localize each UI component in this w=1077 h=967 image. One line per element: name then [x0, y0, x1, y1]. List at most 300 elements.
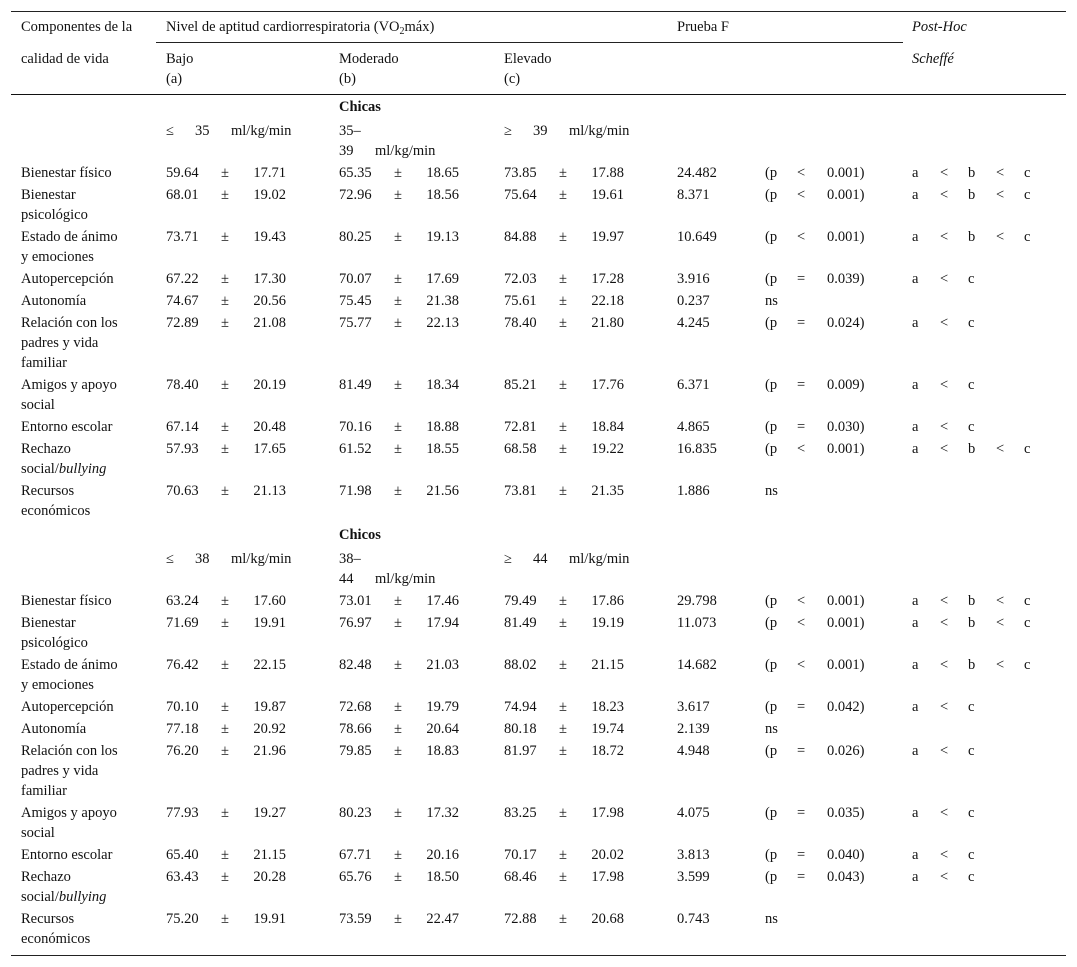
cell-posthoc: < — [996, 593, 1005, 609]
cell-sd-a: 21.96 — [253, 743, 286, 759]
cell-p-value: 0.024) — [827, 315, 865, 331]
cell-pm-b: ± — [394, 657, 402, 673]
header-level-high-code: (c) — [504, 71, 521, 87]
header-fitness-level: Nivel de aptitud cardiorrespiratoria $(VO_2máx)$ — [166, 19, 435, 37]
cell-pm-c: ± — [559, 377, 567, 393]
cell-p-value: 0.001) — [827, 593, 865, 609]
cell-posthoc: c — [968, 699, 975, 715]
row-label: Relación con los — [21, 743, 118, 759]
cell-f: 2.139 — [677, 721, 710, 737]
row-label: Rechazo — [21, 869, 71, 885]
cell-mean-a: 68.01 — [166, 187, 199, 203]
cell-pm-c: ± — [559, 657, 567, 673]
cell-mean-a: 76.20 — [166, 743, 199, 759]
cell-pm-b: ± — [394, 911, 402, 927]
cell-pm-a: ± — [221, 869, 229, 885]
cell-posthoc: < — [940, 593, 949, 609]
cell-posthoc: < — [940, 377, 949, 393]
header-bottom-rule — [11, 94, 1066, 95]
cell-pm-b: ± — [394, 483, 402, 499]
cell-posthoc: c — [968, 743, 975, 759]
cell-pm-b: ± — [394, 271, 402, 287]
cell-sd-a: 20.56 — [253, 293, 286, 309]
cell-sd-c: 21.15 — [591, 657, 624, 673]
cell-p-op: = — [797, 847, 806, 863]
cell-pm-a: ± — [221, 165, 229, 181]
cell-p-open: (p — [765, 377, 778, 393]
cell-sd-a: 20.48 — [253, 419, 286, 435]
cell-mean-c: 81.97 — [504, 743, 537, 759]
bottom-rule — [11, 955, 1066, 956]
cell-pm-a: ± — [221, 847, 229, 863]
cell-sd-b: 18.50 — [426, 869, 459, 885]
cell-mean-c: 84.88 — [504, 229, 537, 245]
threshold-low-unit: ml/kg/min — [231, 123, 292, 139]
cell-sd-b: 21.38 — [426, 293, 459, 309]
cell-mean-a: 70.10 — [166, 699, 199, 715]
cell-pm-a: ± — [221, 229, 229, 245]
row-label: padres y vida — [21, 335, 99, 351]
cell-p-op: = — [797, 377, 806, 393]
cell-pm-b: ± — [394, 593, 402, 609]
cell-p-value: 0.040) — [827, 847, 865, 863]
row-label: psicológico — [21, 207, 88, 223]
cell-posthoc: a — [912, 187, 919, 203]
cell-mean-b: 78.66 — [339, 721, 372, 737]
cell-f: 14.682 — [677, 657, 717, 673]
cell-mean-c: 85.21 — [504, 377, 537, 393]
cell-pm-a: ± — [221, 721, 229, 737]
cell-posthoc: c — [968, 377, 975, 393]
cell-sd-c: 21.35 — [591, 483, 624, 499]
cell-p-open: (p — [765, 743, 778, 759]
cell-mean-c: 72.88 — [504, 911, 537, 927]
cell-sd-a: 19.02 — [253, 187, 286, 203]
cell-mean-c: 88.02 — [504, 657, 537, 673]
cell-mean-b: 81.49 — [339, 377, 372, 393]
cell-sd-c: 17.76 — [591, 377, 624, 393]
header-level-low: Bajo — [166, 51, 194, 67]
cell-f: 0.237 — [677, 293, 710, 309]
threshold-mid-line1: 35– — [339, 123, 361, 139]
cell-posthoc: < — [996, 187, 1005, 203]
cell-posthoc: c — [1024, 187, 1031, 203]
cell-p-op: = — [797, 315, 806, 331]
cell-sd-a: 17.65 — [253, 441, 286, 457]
cell-mean-b: 76.97 — [339, 615, 372, 631]
cell-posthoc: a — [912, 165, 919, 181]
cell-pm-c: ± — [559, 483, 567, 499]
cell-pm-b: ± — [394, 805, 402, 821]
row-label: Autopercepción — [21, 271, 114, 287]
cell-posthoc: a — [912, 593, 919, 609]
cell-mean-c: 78.40 — [504, 315, 537, 331]
cell-p-value: 0.009) — [827, 377, 865, 393]
threshold-high-symbol: ≥ — [504, 551, 512, 567]
cell-pm-a: ± — [221, 911, 229, 927]
row-label: económicos — [21, 503, 91, 519]
cell-mean-c: 72.81 — [504, 419, 537, 435]
cell-pm-b: ± — [394, 315, 402, 331]
cell-f: 4.948 — [677, 743, 710, 759]
cell-p-value: 0.001) — [827, 187, 865, 203]
cell-p-value: 0.030) — [827, 419, 865, 435]
cell-sd-a: 19.43 — [253, 229, 286, 245]
threshold-low-symbol: ≤ — [166, 551, 174, 567]
cell-sd-c: 17.88 — [591, 165, 624, 181]
header-level-high: Elevado — [504, 51, 552, 67]
cell-pm-c: ± — [559, 615, 567, 631]
cell-mean-b: 65.35 — [339, 165, 372, 181]
cell-sd-c: 17.28 — [591, 271, 624, 287]
cell-p-value: 0.001) — [827, 615, 865, 631]
row-label: social/bullying — [21, 461, 107, 477]
cell-posthoc: < — [940, 869, 949, 885]
cell-mean-b: 80.23 — [339, 805, 372, 821]
cell-mean-a: 63.43 — [166, 869, 199, 885]
header-component-line1: Componentes de la — [21, 19, 133, 35]
row-label: Recursos — [21, 911, 75, 927]
row-label: Recursos — [21, 483, 75, 499]
cell-mean-c: 79.49 — [504, 593, 537, 609]
row-label: Amigos y apoyo — [21, 377, 117, 393]
cell-pm-a: ± — [221, 615, 229, 631]
section-title: Chicas — [339, 99, 381, 115]
cell-posthoc: < — [940, 165, 949, 181]
cell-f: 4.245 — [677, 315, 710, 331]
cell-pm-a: ± — [221, 657, 229, 673]
cell-mean-a: 76.42 — [166, 657, 199, 673]
cell-posthoc: a — [912, 615, 919, 631]
group-underline-rule — [156, 42, 903, 43]
cell-posthoc: a — [912, 229, 919, 245]
cell-posthoc: a — [912, 743, 919, 759]
section-title: Chicos — [339, 527, 381, 543]
cell-p-open: (p — [765, 187, 778, 203]
cell-posthoc: < — [940, 441, 949, 457]
cell-sd-a: 20.92 — [253, 721, 286, 737]
row-label: Autopercepción — [21, 699, 114, 715]
cell-posthoc: b — [968, 615, 976, 631]
cell-sd-b: 18.65 — [426, 165, 459, 181]
cell-f: 4.865 — [677, 419, 710, 435]
cell-f: 10.649 — [677, 229, 717, 245]
cell-mean-a: 67.22 — [166, 271, 199, 287]
cell-sd-c: 17.98 — [591, 869, 624, 885]
cell-mean-c: 75.61 — [504, 293, 537, 309]
threshold-low-symbol: ≤ — [166, 123, 174, 139]
threshold-mid-unit: ml/kg/min — [375, 571, 436, 587]
threshold-mid-unit: ml/kg/min — [375, 143, 436, 159]
cell-p-open: (p — [765, 441, 778, 457]
cell-p-op: < — [797, 441, 806, 457]
row-label: Bienestar físico — [21, 593, 112, 609]
cell-p-open: (p — [765, 419, 778, 435]
cell-posthoc: b — [968, 441, 976, 457]
cell-mean-b: 72.96 — [339, 187, 372, 203]
cell-pm-c: ± — [559, 721, 567, 737]
cell-mean-a: 71.69 — [166, 615, 199, 631]
cell-p-open: (p — [765, 805, 778, 821]
cell-mean-b: 79.85 — [339, 743, 372, 759]
top-rule — [11, 11, 1066, 12]
cell-sd-a: 17.30 — [253, 271, 286, 287]
cell-posthoc: c — [1024, 657, 1031, 673]
cell-p-op: < — [797, 229, 806, 245]
threshold-mid-value: 39 — [339, 143, 354, 159]
cell-p-value: 0.039) — [827, 271, 865, 287]
cell-mean-a: 57.93 — [166, 441, 199, 457]
row-label: Bienestar físico — [21, 165, 112, 181]
cell-sd-a: 19.87 — [253, 699, 286, 715]
cell-posthoc: c — [1024, 615, 1031, 631]
header-prueba-f: Prueba F — [677, 19, 729, 35]
cell-posthoc: a — [912, 271, 919, 287]
cell-sd-a: 19.27 — [253, 805, 286, 821]
cell-p-op: < — [797, 187, 806, 203]
cell-sd-c: 18.84 — [591, 419, 624, 435]
cell-sd-c: 21.80 — [591, 315, 624, 331]
cell-posthoc: a — [912, 847, 919, 863]
cell-pm-b: ± — [394, 869, 402, 885]
cell-posthoc: < — [940, 805, 949, 821]
cell-mean-a: 72.89 — [166, 315, 199, 331]
row-label: social — [21, 825, 55, 841]
cell-sd-c: 19.97 — [591, 229, 624, 245]
cell-mean-a: 77.18 — [166, 721, 199, 737]
cell-p-op: < — [797, 657, 806, 673]
cell-sd-b: 17.69 — [426, 271, 459, 287]
cell-p-open: (p — [765, 229, 778, 245]
cell-mean-b: 75.45 — [339, 293, 372, 309]
cell-p-op: < — [797, 615, 806, 631]
threshold-high-unit: ml/kg/min — [569, 123, 630, 139]
cell-sd-c: 19.19 — [591, 615, 624, 631]
row-label: y emociones — [21, 677, 94, 693]
cell-p-op: < — [797, 165, 806, 181]
cell-p-value: 0.001) — [827, 165, 865, 181]
cell-sd-c: 20.68 — [591, 911, 624, 927]
cell-ns: ns — [765, 483, 778, 499]
cell-pm-c: ± — [559, 293, 567, 309]
row-label: Rechazo — [21, 441, 71, 457]
cell-pm-c: ± — [559, 869, 567, 885]
cell-f: 0.743 — [677, 911, 710, 927]
cell-p-open: (p — [765, 869, 778, 885]
threshold-mid-value: 44 — [339, 571, 354, 587]
cell-mean-a: 73.71 — [166, 229, 199, 245]
cell-pm-c: ± — [559, 805, 567, 821]
cell-pm-a: ± — [221, 187, 229, 203]
cell-sd-a: 21.08 — [253, 315, 286, 331]
cell-pm-a: ± — [221, 315, 229, 331]
cell-posthoc: c — [968, 869, 975, 885]
cell-p-op: = — [797, 743, 806, 759]
cell-mean-c: 81.49 — [504, 615, 537, 631]
cell-posthoc: a — [912, 315, 919, 331]
cell-mean-b: 70.07 — [339, 271, 372, 287]
cell-sd-b: 19.79 — [426, 699, 459, 715]
cell-posthoc: b — [968, 187, 976, 203]
cell-sd-c: 19.61 — [591, 187, 624, 203]
cell-posthoc: a — [912, 377, 919, 393]
cell-pm-c: ± — [559, 187, 567, 203]
row-label: social — [21, 397, 55, 413]
cell-mean-b: 73.01 — [339, 593, 372, 609]
cell-sd-b: 18.56 — [426, 187, 459, 203]
cell-mean-c: 75.64 — [504, 187, 537, 203]
cell-mean-a: 74.67 — [166, 293, 199, 309]
cell-pm-c: ± — [559, 419, 567, 435]
cell-sd-b: 19.13 — [426, 229, 459, 245]
cell-sd-b: 20.64 — [426, 721, 459, 737]
cell-p-open: (p — [765, 315, 778, 331]
row-label-italic: bullying — [58, 889, 107, 905]
cell-mean-c: 68.58 — [504, 441, 537, 457]
row-label: Autonomía — [21, 293, 87, 309]
cell-p-op: < — [797, 593, 806, 609]
cell-posthoc: a — [912, 869, 919, 885]
cell-pm-c: ± — [559, 229, 567, 245]
cell-p-op: = — [797, 869, 806, 885]
cell-pm-c: ± — [559, 847, 567, 863]
cell-pm-a: ± — [221, 419, 229, 435]
cell-posthoc: < — [996, 615, 1005, 631]
cell-sd-b: 18.55 — [426, 441, 459, 457]
cell-sd-c: 20.02 — [591, 847, 624, 863]
cell-ns: ns — [765, 293, 778, 309]
cell-sd-b: 21.03 — [426, 657, 459, 673]
header-level-moderate-code: (b) — [339, 71, 356, 87]
threshold-low-value: 35 — [195, 123, 210, 139]
header-level-moderate: Moderado — [339, 51, 399, 67]
cell-sd-c: 17.86 — [591, 593, 624, 609]
cell-sd-a: 19.91 — [253, 911, 286, 927]
cell-pm-b: ± — [394, 615, 402, 631]
cell-p-value: 0.001) — [827, 229, 865, 245]
header-level-low-code: (a) — [166, 71, 183, 87]
cell-pm-b: ± — [394, 419, 402, 435]
cell-pm-b: ± — [394, 743, 402, 759]
cell-posthoc: < — [940, 699, 949, 715]
cell-posthoc: c — [968, 847, 975, 863]
cell-pm-c: ± — [559, 271, 567, 287]
cell-mean-b: 73.59 — [339, 911, 372, 927]
cell-f: 6.371 — [677, 377, 710, 393]
cell-pm-b: ± — [394, 699, 402, 715]
row-label: psicológico — [21, 635, 88, 651]
cell-pm-b: ± — [394, 847, 402, 863]
cell-mean-c: 83.25 — [504, 805, 537, 821]
cell-mean-a: 65.40 — [166, 847, 199, 863]
cell-mean-a: 77.93 — [166, 805, 199, 821]
cell-mean-c: 68.46 — [504, 869, 537, 885]
cell-sd-b: 20.16 — [426, 847, 459, 863]
cell-mean-b: 65.76 — [339, 869, 372, 885]
row-label: Amigos y apoyo — [21, 805, 117, 821]
cell-p-open: (p — [765, 165, 778, 181]
cell-sd-c: 18.23 — [591, 699, 624, 715]
cell-mean-a: 67.14 — [166, 419, 199, 435]
cell-mean-c: 73.81 — [504, 483, 537, 499]
threshold-high-unit: ml/kg/min — [569, 551, 630, 567]
cell-pm-b: ± — [394, 441, 402, 457]
cell-pm-a: ± — [221, 293, 229, 309]
cell-f: 29.798 — [677, 593, 717, 609]
cell-posthoc: < — [996, 165, 1005, 181]
cell-f: 1.886 — [677, 483, 710, 499]
threshold-low-value: 38 — [195, 551, 210, 567]
row-label-italic: bullying — [58, 461, 107, 477]
cell-sd-b: 18.83 — [426, 743, 459, 759]
cell-pm-c: ± — [559, 441, 567, 457]
cell-pm-b: ± — [394, 165, 402, 181]
cell-sd-a: 21.15 — [253, 847, 286, 863]
cell-sd-a: 22.15 — [253, 657, 286, 673]
cell-sd-b: 18.34 — [426, 377, 459, 393]
cell-posthoc: < — [940, 743, 949, 759]
row-label: Bienestar — [21, 187, 76, 203]
cell-posthoc: b — [968, 165, 976, 181]
cell-p-op: = — [797, 419, 806, 435]
cell-posthoc: < — [940, 229, 949, 245]
cell-posthoc: c — [968, 805, 975, 821]
row-label: familiar — [21, 783, 67, 799]
cell-f: 3.617 — [677, 699, 710, 715]
cell-posthoc: c — [968, 419, 975, 435]
row-label: Estado de ánimo — [21, 229, 118, 245]
cell-f: 3.599 — [677, 869, 710, 885]
cell-mean-a: 59.64 — [166, 165, 199, 181]
cell-p-op: = — [797, 271, 806, 287]
cell-sd-c: 18.72 — [591, 743, 624, 759]
cell-mean-c: 73.85 — [504, 165, 537, 181]
cell-sd-a: 21.13 — [253, 483, 286, 499]
cell-pm-b: ± — [394, 721, 402, 737]
cell-sd-b: 18.88 — [426, 419, 459, 435]
cell-posthoc: < — [940, 419, 949, 435]
cell-pm-a: ± — [221, 271, 229, 287]
cell-p-open: (p — [765, 271, 778, 287]
cell-sd-c: 19.74 — [591, 721, 624, 737]
cell-sd-a: 19.91 — [253, 615, 286, 631]
cell-posthoc: a — [912, 805, 919, 821]
threshold-mid-line1: 38– — [339, 551, 361, 567]
row-label: Estado de ánimo — [21, 657, 118, 673]
cell-mean-b: 71.98 — [339, 483, 372, 499]
row-label: Autonomía — [21, 721, 87, 737]
cell-sd-b: 21.56 — [426, 483, 459, 499]
cell-posthoc: b — [968, 657, 976, 673]
cell-posthoc: < — [940, 315, 949, 331]
cell-posthoc: c — [1024, 593, 1031, 609]
cell-posthoc: < — [996, 229, 1005, 245]
row-label: y emociones — [21, 249, 94, 265]
cell-f: 8.371 — [677, 187, 710, 203]
cell-ns: ns — [765, 911, 778, 927]
cell-mean-b: 72.68 — [339, 699, 372, 715]
cell-f: 16.835 — [677, 441, 717, 457]
cell-sd-b: 17.32 — [426, 805, 459, 821]
cell-mean-c: 72.03 — [504, 271, 537, 287]
cell-mean-b: 67.71 — [339, 847, 372, 863]
cell-p-value: 0.001) — [827, 657, 865, 673]
header-post-hoc: Post-Hoc — [912, 19, 967, 35]
cell-sd-b: 17.46 — [426, 593, 459, 609]
cell-pm-a: ± — [221, 441, 229, 457]
cell-p-open: (p — [765, 699, 778, 715]
cell-p-open: (p — [765, 593, 778, 609]
